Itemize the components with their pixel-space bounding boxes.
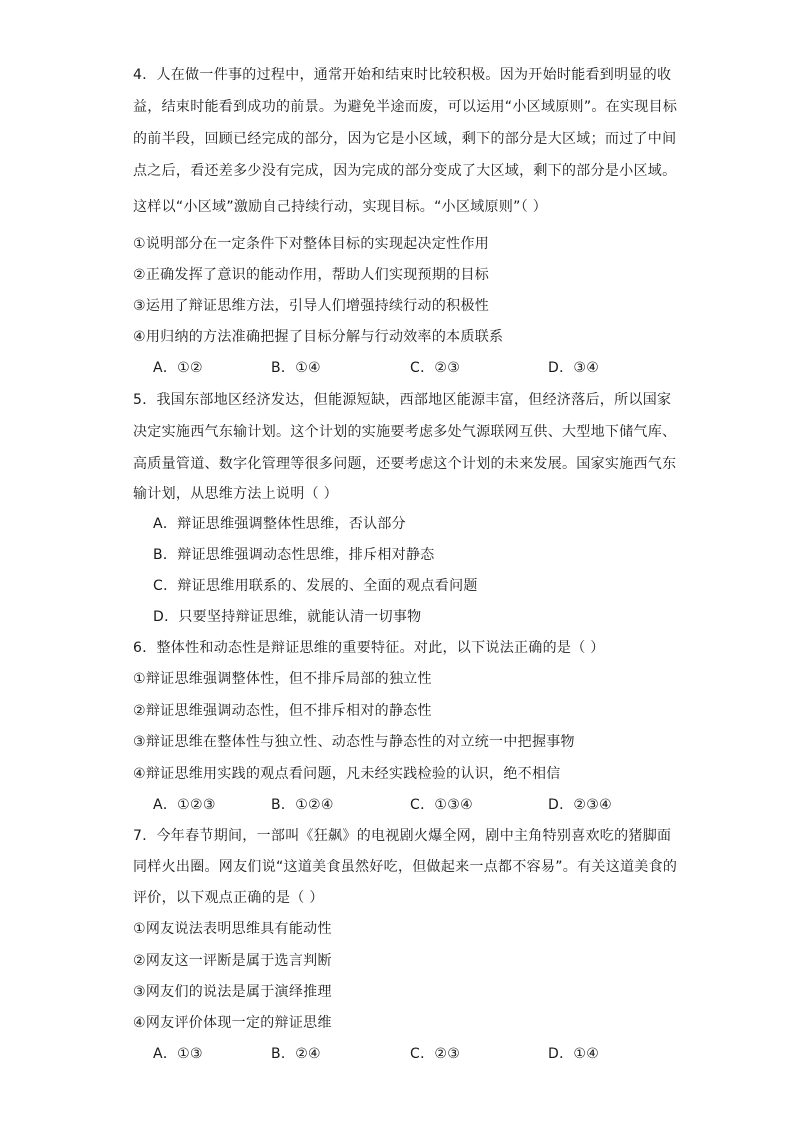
question-7-choices: [153, 1045, 653, 1063]
question-4-stem-line: 益，结束时能看到成功的前景。为避免半途而废，可以运用“小区域原则”。在实现目标: [133, 99, 678, 115]
question-5-stem-line: 输计划，从思维方法上说明（ ）: [133, 486, 338, 502]
choice-d[interactable]: D．①④: [548, 1046, 600, 1062]
question-5-option-a[interactable]: A．辩证思维强调整体性思维，否认部分: [153, 516, 406, 532]
question-4-choices: [153, 359, 653, 377]
question-4-stem-line: 这样以“小区域”激励自己持续行动，实现目标。“小区域原则”（ ）: [133, 199, 548, 215]
question-4-statement: ③运用了辩证思维方法，引导人们增强持续行动的积极性: [133, 298, 490, 314]
choice-a[interactable]: A．①③: [153, 1046, 203, 1062]
question-5-option-c[interactable]: C．辩证思维用联系的、发展的、全面的观点看问题: [153, 578, 478, 594]
question-7-statement: ④网友评价体现一定的辩证思维: [133, 1015, 332, 1031]
question-5-stem-line: 决定实施西气东输计划。这个计划的实施要考虑多处气源联网互供、大型地下储气库、: [133, 424, 677, 440]
choice-a[interactable]: A．①②③: [153, 797, 216, 813]
choice-c[interactable]: C．②③: [410, 1046, 461, 1062]
question-4-stem-line: 4．人在做一件事的过程中，通常开始和结束时比较积极。因为开始时能看到明显的收: [133, 67, 672, 83]
question-5-option-b[interactable]: B．辩证思维强调动态性思维，排斥相对静态: [153, 547, 435, 563]
choice-b[interactable]: B．①④: [271, 360, 321, 376]
question-4-statement: ①说明部分在一定条件下对整体目标的实现起决定性作用: [133, 236, 490, 252]
choice-a[interactable]: A．①②: [153, 360, 203, 376]
question-6-statement: ④辩证思维用实践的观点看问题，凡未经实践检验的认识，绝不相信: [133, 766, 561, 782]
choice-c[interactable]: C．①③④: [410, 797, 473, 813]
question-4-statement: ④用归纳的方法准确把握了目标分解与行动效率的本质联系: [133, 329, 504, 345]
choice-d[interactable]: D．③④: [548, 360, 600, 376]
question-6-statement: ③辩证思维在整体性与独立性、动态性与静态性的对立统一中把握事物: [133, 734, 575, 750]
question-4-stem-line: 的前半段，回顾已经完成的部分，因为它是小区域，剩下的部分是大区域；而过了中间: [133, 131, 677, 147]
question-6-stem-line: 6．整体性和动态性是辩证思维的重要特征。对此，以下说法正确的是（ ）: [133, 640, 605, 656]
question-4-statement: ②正确发挥了意识的能动作用，帮助人们实现预期的目标: [133, 267, 490, 283]
choice-b[interactable]: B．①②④: [271, 797, 334, 813]
question-4-stem-line: 点之后，看还差多少没有完成，因为完成的部分变成了大区域，剩下的部分是小区域。: [133, 163, 677, 179]
question-7-statement: ②网友这一评断是属于选言判断: [133, 953, 332, 969]
choice-c[interactable]: C．②③: [410, 360, 461, 376]
question-7-stem-line: 评价，以下观点正确的是（ ）: [133, 890, 324, 906]
question-6-statement: ①辩证思维强调整体性，但不排斥局部的独立性: [133, 671, 432, 687]
question-5-stem-line: 5．我国东部地区经济发达，但能源短缺，西部地区能源丰富，但经济落后，所以国家: [133, 392, 672, 408]
question-5-option-d[interactable]: D．只要坚持辩证思维，就能认清一切事物: [153, 609, 422, 625]
choice-d[interactable]: D．②③④: [548, 797, 612, 813]
choice-b[interactable]: B．②④: [271, 1046, 321, 1062]
question-6-statement: ②辩证思维强调动态性，但不排斥相对的静态性: [133, 703, 432, 719]
question-7-stem-line: 7．今年春节期间，一部叫《狂飙》的电视剧火爆全网，剧中主角特别喜欢吃的猪脚面: [133, 828, 672, 844]
question-5-stem-line: 高质量管道、数字化管理等很多问题，还要考虑这个计划的未来发展。国家实施西气东: [133, 456, 677, 472]
question-7-statement: ③网友们的说法是属于演绎推理: [133, 984, 332, 1000]
question-7-statement: ①网友说法表明思维具有能动性: [133, 921, 332, 937]
question-7-stem-line: 同样火出圈。网友们说“这道美食虽然好吃，但做起来一点都不容易”。有关这道美食的: [133, 859, 678, 875]
question-6-choices: [153, 796, 653, 814]
